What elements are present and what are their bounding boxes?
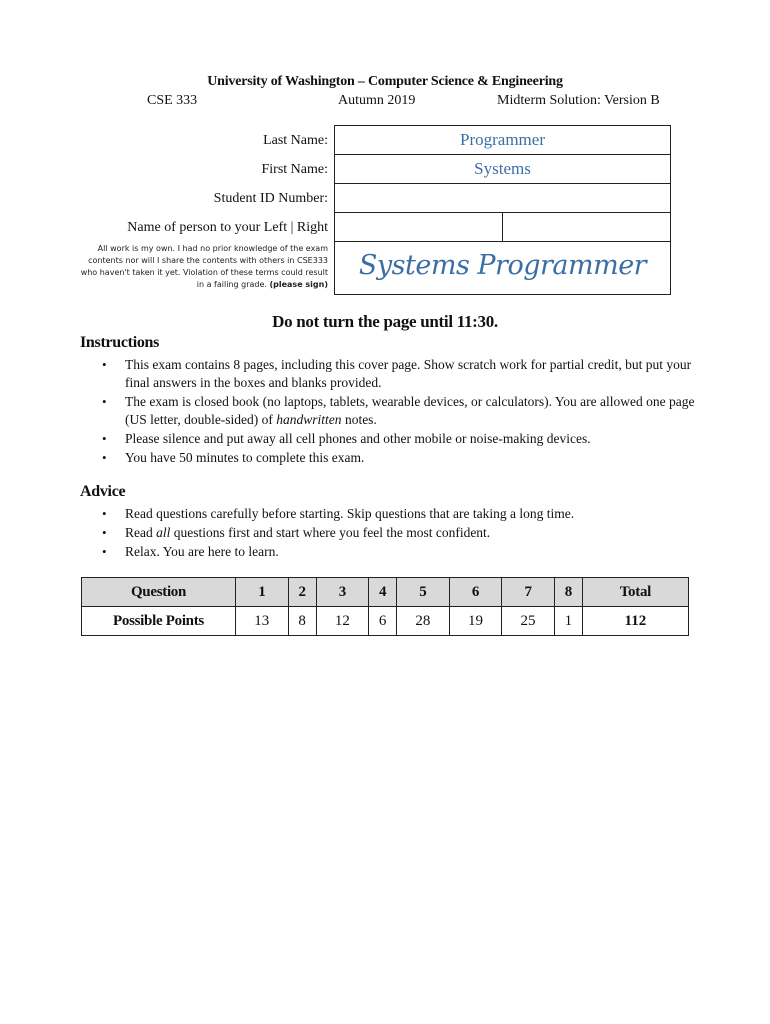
- points-cell: 12: [316, 607, 369, 636]
- question-number: 8: [554, 578, 582, 607]
- first-name-label: First Name:: [261, 162, 328, 177]
- signature: Systems Programmer: [358, 250, 647, 281]
- course-code: CSE 333: [147, 93, 198, 108]
- please-sign-label: (please sign): [269, 280, 328, 289]
- points-cell: 28: [397, 607, 450, 636]
- question-number: 3: [316, 578, 369, 607]
- honor-pledge-text: All work is my own. I had no prior knowledge of the exam contents nor will I share the contents with others in CSE333 who haven't taken it yet. Violation of these terms could result in a failing grade.: [80, 244, 328, 289]
- question-number: 2: [288, 578, 316, 607]
- list-item: • Read all questions first and start where you feel the most confident.: [102, 525, 491, 540]
- neighbor-label: Name of person to your Left | Right: [127, 220, 328, 235]
- exam-term: Autumn 2019: [338, 93, 416, 108]
- points-table: [81, 577, 689, 636]
- points-cell: 1: [554, 607, 582, 636]
- left-neighbor-field[interactable]: [334, 212, 503, 242]
- list-item: • The exam is closed book (no laptops, tablets, wearable devices, or calculators). You are allowed one page (US letter, double-sided) of handwritten notes.: [102, 394, 695, 427]
- question-number: 1: [236, 578, 289, 607]
- points-cell: 25: [502, 607, 555, 636]
- list-item: • This exam contains 8 pages, including this cover page. Show scratch work for partial credit, but put your final answers in the boxes and blanks provided.: [102, 357, 692, 390]
- last-name-label: Last Name:: [263, 133, 328, 148]
- advice-heading: Advice: [80, 483, 126, 500]
- list-item: • Read questions carefully before starting. Skip questions that are taking a long time.: [102, 506, 575, 521]
- points-cell: 13: [236, 607, 289, 636]
- question-number: 5: [397, 578, 450, 607]
- total-points: 112: [582, 607, 688, 636]
- instructions-list: [80, 356, 700, 468]
- question-header: Question: [82, 578, 236, 607]
- list-item: • Relax. You are here to learn.: [102, 544, 279, 559]
- table-row: [82, 578, 689, 607]
- list-item: • You have 50 minutes to complete this exam.: [102, 450, 365, 465]
- instructions-heading: Instructions: [80, 334, 160, 351]
- university-title: University of Washington – Computer Science & Engineering: [207, 74, 563, 89]
- exam-version: Midterm Solution: Version B: [497, 93, 660, 108]
- last-name-field[interactable]: Programmer: [334, 125, 671, 155]
- honor-pledge: [80, 243, 328, 291]
- points-cell: 8: [288, 607, 316, 636]
- start-warning: Do not turn the page until 11:30.: [272, 312, 498, 331]
- student-id-field[interactable]: [334, 183, 671, 213]
- list-item: • Please silence and put away all cell phones and other mobile or noise-making devices.: [102, 431, 591, 446]
- table-row: [82, 607, 689, 636]
- total-header: Total: [582, 578, 688, 607]
- student-id-label: Student ID Number:: [213, 191, 328, 206]
- question-number: 4: [369, 578, 397, 607]
- possible-points-label: Possible Points: [82, 607, 236, 636]
- question-number: 7: [502, 578, 555, 607]
- signature-box[interactable]: [334, 241, 671, 295]
- points-cell: 6: [369, 607, 397, 636]
- first-name-field[interactable]: Systems: [334, 154, 671, 184]
- advice-list: [80, 505, 700, 562]
- points-cell: 19: [449, 607, 502, 636]
- right-neighbor-field[interactable]: [502, 212, 671, 242]
- question-number: 6: [449, 578, 502, 607]
